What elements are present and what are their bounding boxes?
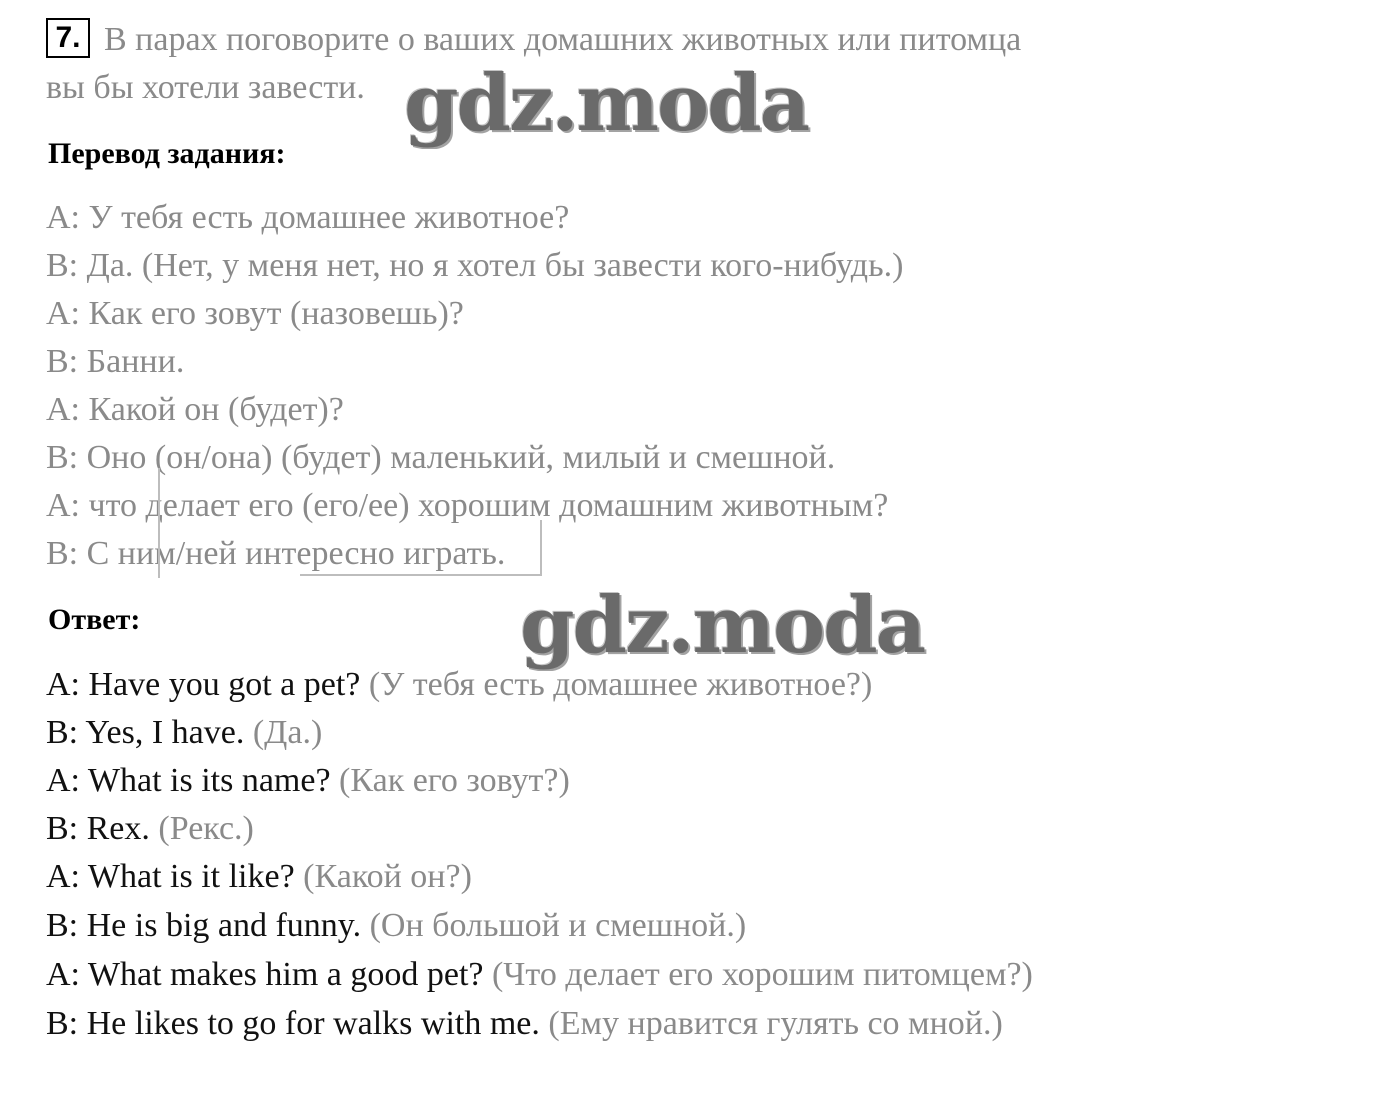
answer-russian: (Какой он?) <box>303 858 472 895</box>
answer-heading: Ответ: <box>48 603 141 636</box>
answer-english: A: What is it like? <box>46 858 295 895</box>
translation-line: A: У тебя есть домашнее животное? <box>46 199 570 236</box>
scan-artifact <box>300 520 542 576</box>
answer-russian: (Да.) <box>252 714 323 751</box>
answer-line <box>46 955 1033 995</box>
task-text-line-1: В парах поговорите о ваших домашних животных или питомца <box>104 21 1022 58</box>
answer-line <box>46 665 872 705</box>
answer-line <box>46 761 570 801</box>
answer-russian: (Что делает его хорошим питомцем?) <box>491 956 1033 993</box>
task-text-line-2: вы бы хотели завести. <box>46 69 365 106</box>
answer-line <box>46 1004 1003 1044</box>
answer-russian: (Как его зовут?) <box>339 762 570 799</box>
translation-heading: Перевод задания: <box>48 137 286 170</box>
watermark-logo: gdz.moda <box>520 580 925 671</box>
answer-english: A: What makes him a good pet? <box>46 956 484 993</box>
answer-english: B: Yes, I have. <box>46 714 245 751</box>
answer-line <box>46 713 322 753</box>
answer-english: B: Rex. <box>46 810 150 847</box>
translation-line: A: Как его зовут (назовешь)? <box>46 295 464 332</box>
translation-line: A: что делает его (его/ее) хорошим домашним животным? <box>46 487 889 524</box>
answer-english: A: Have you got a pet? <box>46 666 361 703</box>
translation-line: B: С ним/ней интересно играть. <box>46 535 506 572</box>
answer-english: B: He is big and funny. <box>46 907 362 944</box>
translation-line: A: Какой он (будет)? <box>46 391 344 428</box>
scan-artifact <box>158 468 162 578</box>
answer-line <box>46 857 472 897</box>
answer-english: B: He likes to go for walks with me. <box>46 1005 540 1042</box>
translation-line: B: Банни. <box>46 343 185 380</box>
answer-russian: (У тебя есть домашнее животное?) <box>368 666 873 703</box>
answer-english: A: What is its name? <box>46 762 331 799</box>
task-number: 7. <box>46 18 90 58</box>
translation-line: B: Оно (он/она) (будет) маленький, милый и смешной. <box>46 439 836 476</box>
answer-russian: (Ему нравится гулять со мной.) <box>548 1005 1003 1042</box>
answer-russian: (Рекс.) <box>158 810 254 847</box>
answer-line <box>46 809 254 849</box>
answer-russian: (Он большой и смешной.) <box>369 907 747 944</box>
answer-line <box>46 906 746 946</box>
translation-line: B: Да. (Нет, у меня нет, но я хотел бы завести кого-нибудь.) <box>46 247 904 284</box>
watermark-logo: gdz.moda <box>404 58 809 149</box>
